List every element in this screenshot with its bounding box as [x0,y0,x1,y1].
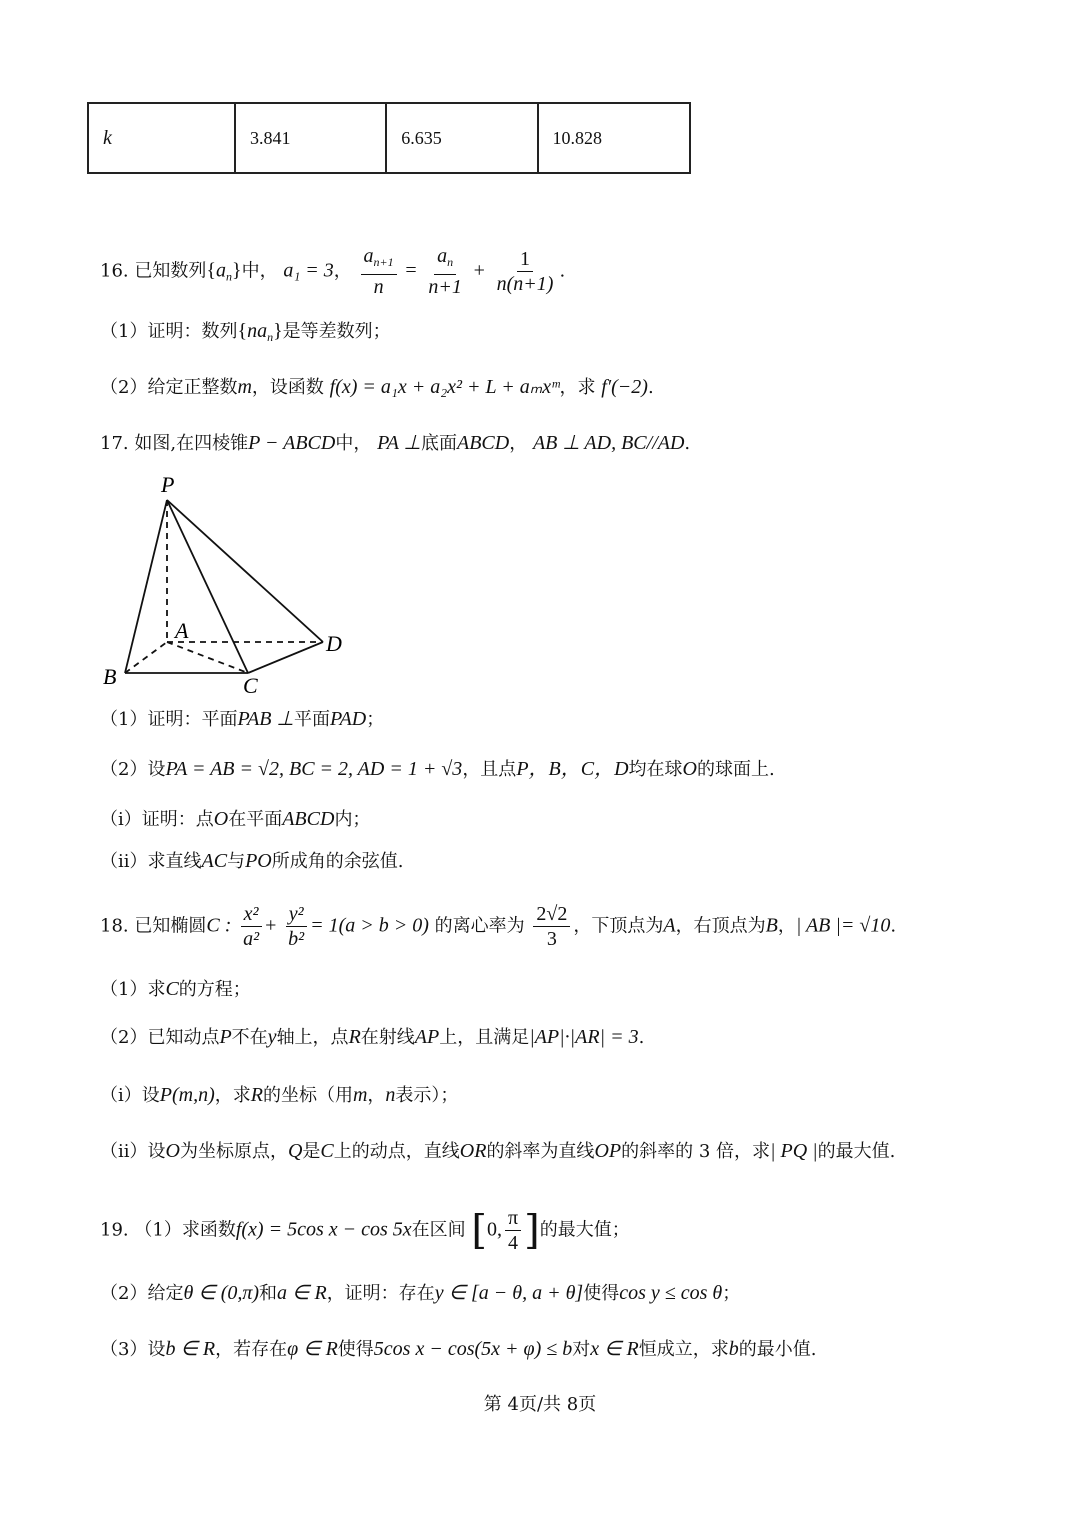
vertex-label-D: D [326,631,342,656]
table-row [88,103,690,173]
q18-stem: 18. 已知椭圆C : $\frac{\text{x²}}{\text{a²}}$ + $\frac{\text{y²}}{\text{b²}}$ = 1(a > b > 0) 的离心率为 $\frac{2√2}{3}$ ，下顶点为A，右顶点为B，| AB |= √10. [100,903,897,950]
q17-part2-i: （i）证明：点O在平面ABCD内； [100,808,371,830]
pyramid-figure [95,470,365,700]
vertex-label-A: A [175,618,189,643]
table-cell: 10.828 [538,103,691,173]
q17-part2-ii: （ii）求直线AC与PO所成角的余弦值. [100,850,404,872]
fraction: $\frac{a_{n+1}}{n}$ [361,244,397,299]
table-cell: 6.635 [386,103,537,173]
q18-part2-ii: （ii）设O为坐标原点，Q是C上的动点，直线OR的斜率为直线OP的斜率的 3 倍，求| PQ |的最大值. [100,1140,896,1162]
vertex-label-B: B [103,664,117,689]
table-cell: 3.841 [235,103,386,173]
q19-part2: （2）给定θ ∈ (0,π)和a ∈ R，证明：存在y ∈ [a − θ, a + θ]使得cos y ≤ cos θ； [100,1282,741,1304]
q16-part2: （2）给定正整数m，设函数 f(x) = a₁x + a₂x² + L + aₘxᵐ，求 f′(−2). [100,376,654,398]
q19-part3: （3）设b ∈ R，若存在φ ∈ R使得5cos x − cos(5x + φ) ≤ b对x ∈ R恒成立，求b的最小值. [100,1338,817,1360]
q16-stem: 16. 已知数列$\{a_n\}$中， a₁ = 3， $\frac{a_{n+1}}{n}$ = $\frac{a_n}{n+1}$ + $\frac{1}{n(n+1)}$ . [100,245,566,298]
vertex-label-C: C [243,673,258,698]
q18-part2: （2）已知动点P不在y轴上，点R在射线AP上，且满足|AP|·|AR| = 3. [100,1026,645,1048]
q18-part2-i: （i）设P(m,n)，求R的坐标（用m，n表示）； [100,1084,459,1106]
q16-part1: （1）证明：数列$\{na_n\}$是等差数列； [100,320,391,344]
fraction: $\frac{1}{n(n+1)}$ [496,248,554,295]
q17-stem: 17. 如图,在四棱锥P − ABCD中， PA ⊥底面ABCD， AB ⊥ AD, BC//AD. [100,432,691,454]
page-footer: 第 4页/共 8页 [483,1394,597,1415]
vertex-label-P: P [161,472,175,497]
q19-part1: 19. （1）求函数f(x) = 5cos x − cos 5x在区间 [0, $\frac{\pi}{4}$ ]的最大值； [100,1207,630,1254]
critical-value-table [87,102,691,174]
q17-part1: （1）证明：平面PAB ⊥平面PAD； [100,708,385,730]
q18-part1: （1）求C的方程； [100,978,251,1000]
table-cell-k: k [88,103,235,173]
q17-part2: （2）设PA = AB = √2, BC = 2, AD = 1 + √3，且点P，B，C，D均在球O的球面上. [100,758,775,780]
fraction: $\frac{a_n}{n+1}$ [428,245,462,298]
